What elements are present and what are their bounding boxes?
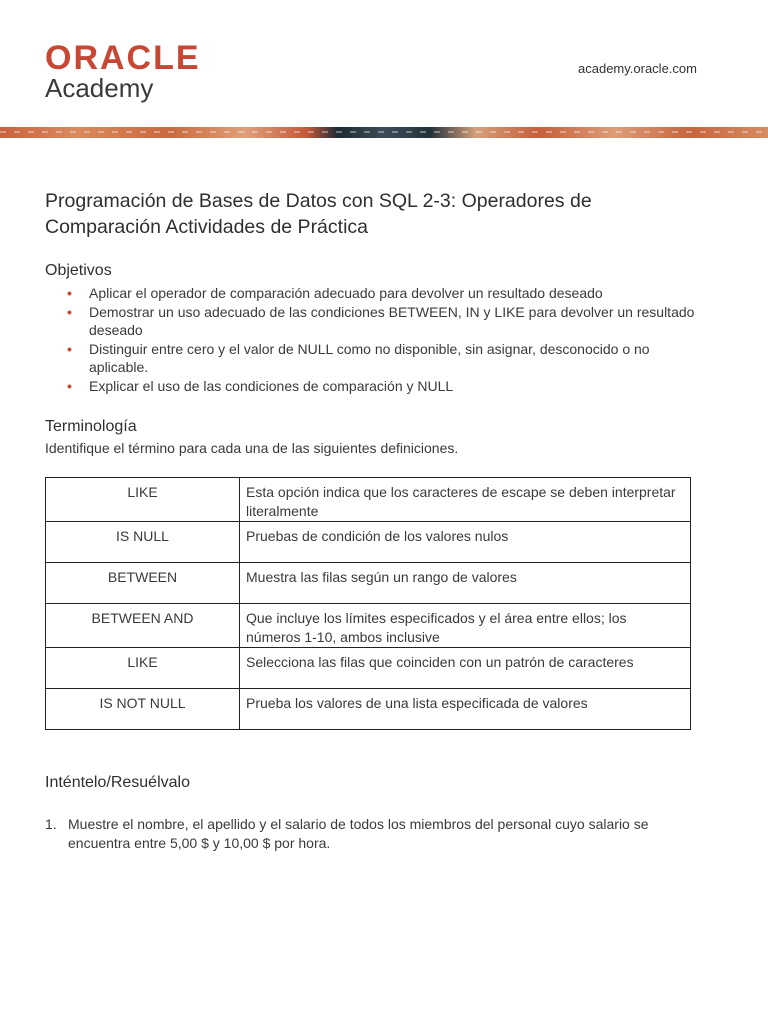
list-item (45, 340, 705, 377)
objective-text: Explicar el uso de las condiciones de comparación y NULL (89, 377, 454, 394)
terminology-heading: Terminología (45, 418, 137, 435)
term-cell: BETWEEN (46, 563, 240, 604)
practice-list (45, 815, 705, 853)
site-url[interactable]: academy.oracle.com (578, 61, 697, 76)
practice-heading: Inténtelo/Resuélvalo (45, 774, 190, 791)
table-row (46, 604, 691, 648)
term-cell: LIKE (46, 648, 240, 689)
definition-cell: Esta opción indica que los caracteres de escape se deben interpretar literalmente (240, 478, 691, 522)
definition-cell: Pruebas de condición de los valores nulos (240, 522, 691, 563)
bullet-icon: • (67, 303, 72, 320)
definition-cell: Prueba los valores de una lista especificada de valores (240, 689, 691, 730)
exercise-text: Muestre el nombre, el apellido y el salario de todos los miembros del personal cuyo salario se encuentra entre 5,00 $ y 10,00 $ por hora. (68, 816, 649, 851)
term-cell: BETWEEN AND (46, 604, 240, 648)
list-item (45, 377, 705, 396)
oracle-academy-logo (45, 40, 201, 102)
objectives-heading: Objetivos (45, 262, 112, 279)
table-row (46, 648, 691, 689)
term-cell: IS NULL (46, 522, 240, 563)
definition-cell: Selecciona las filas que coinciden con un patrón de caracteres (240, 648, 691, 689)
objective-text: Aplicar el operador de comparación adecuado para devolver un resultado deseado (89, 285, 603, 301)
list-item (45, 815, 705, 853)
objective-text: Distinguir entre cero y el valor de NULL como no disponible, sin asignar, desconocido o no aplicable. (89, 340, 650, 375)
item-number: 1. (45, 816, 57, 832)
table-row (46, 478, 691, 522)
term-cell: IS NOT NULL (46, 689, 240, 730)
objectives-list (45, 284, 705, 395)
oracle-wordmark: ORACLE (45, 39, 201, 77)
table-row (46, 563, 691, 604)
terminology-table (45, 477, 691, 730)
bullet-icon: • (67, 377, 72, 394)
academy-wordmark: Academy (45, 73, 154, 103)
document-title (45, 188, 685, 240)
definition-cell: Muestra las filas según un rango de valores (240, 563, 691, 604)
header-banner-pattern (0, 131, 768, 133)
objective-text: Demostrar un uso adecuado de las condiciones BETWEEN, IN y LIKE para devolver un resultado deseado (89, 303, 695, 338)
table-row (46, 689, 691, 730)
table-row (46, 522, 691, 563)
title-line-2: Comparación Actividades de Práctica (45, 216, 368, 238)
list-item (45, 303, 705, 340)
title-line-1: Programación de Bases de Datos con SQL 2-3: Operadores de (45, 190, 592, 212)
term-cell: LIKE (46, 478, 240, 522)
definition-cell: Que incluye los límites especificados y el área entre ellos; los números 1-10, ambos inclusive (240, 604, 691, 648)
bullet-icon: • (67, 340, 72, 357)
bullet-icon: • (67, 285, 72, 301)
list-item (45, 284, 705, 303)
terminology-intro: Identifique el término para cada una de las siguientes definiciones. (45, 440, 459, 456)
